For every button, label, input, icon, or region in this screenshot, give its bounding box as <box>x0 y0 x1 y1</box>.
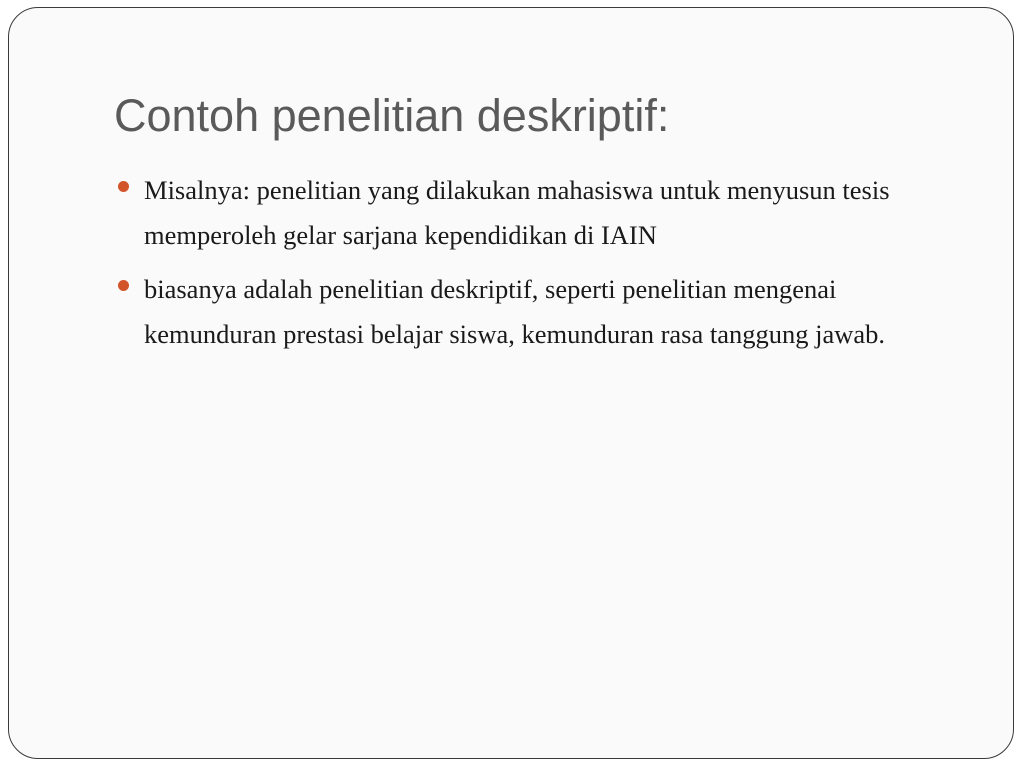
bullet-list <box>118 168 918 366</box>
bullet-dot-icon <box>118 181 129 192</box>
bullet-item <box>118 267 918 357</box>
bullet-text: biasanya adalah penelitian deskriptif, seperti penelitian mengenai kemunduran prestasi belajar siswa, kemunduran rasa tanggung jawab. <box>144 274 886 349</box>
bullet-item <box>118 168 918 258</box>
slide-title: Contoh penelitian deskriptif: <box>114 90 670 141</box>
bullet-dot-icon <box>118 280 129 291</box>
bullet-text: Misalnya: penelitian yang dilakukan mahasiswa untuk menyusun tesis memperoleh gelar sarjana kependidikan di IAIN <box>144 175 890 250</box>
